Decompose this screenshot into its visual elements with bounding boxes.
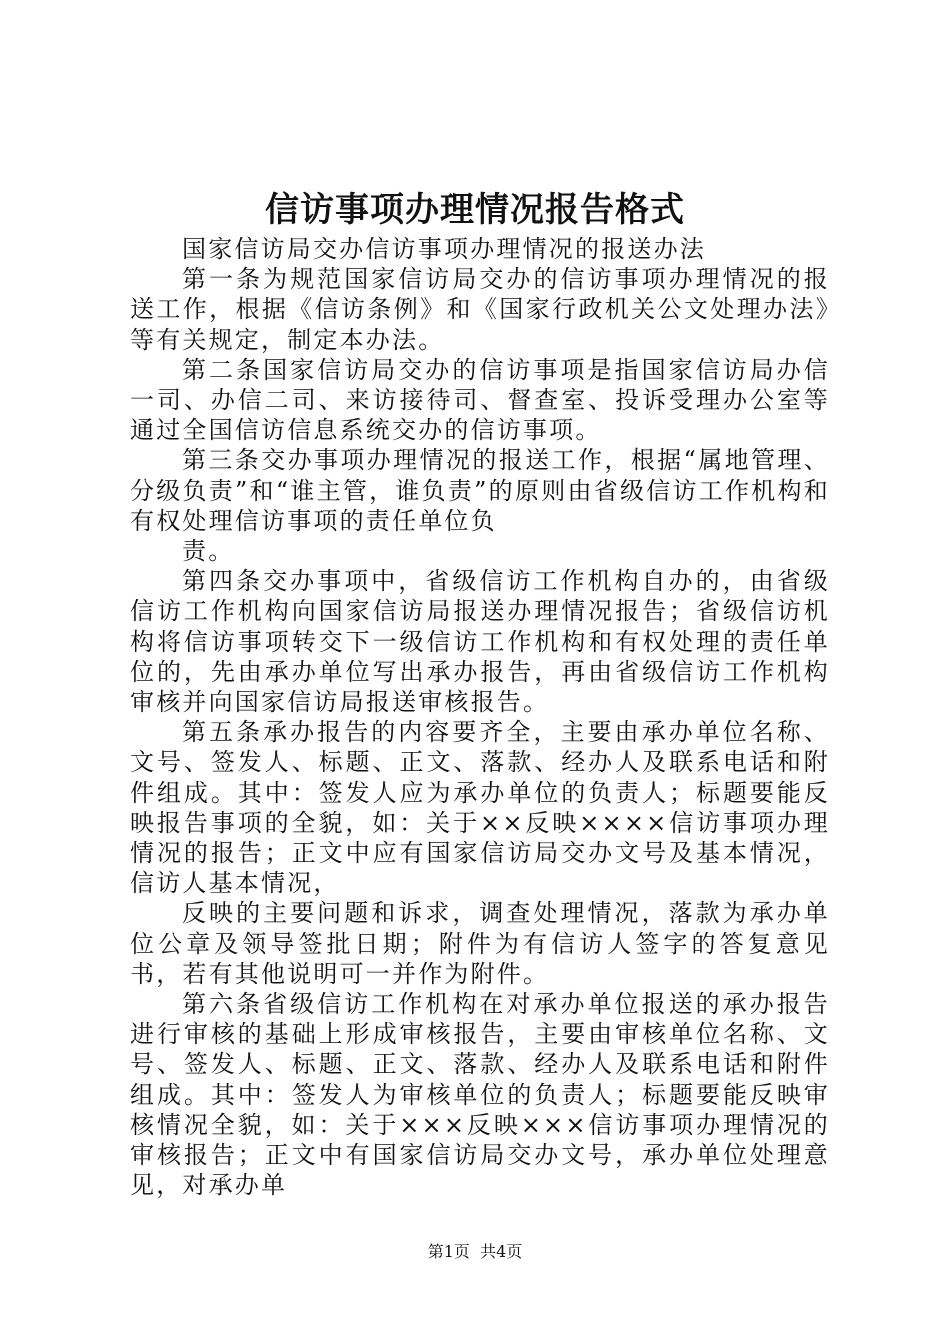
paragraph-article-1: 第一条为规范国家信访局交办的信访事项办理情况的报送工作，根据《信访条例》和《国家行政机关公文处理办法》等有关规定，制定本办法。 bbox=[130, 265, 830, 354]
paragraph-article-5: 第五条承办报告的内容要齐全，主要由承办单位名称、文号、签发人、标题、正文、落款、经办人及联系电话和附件组成。其中：签发人应为承办单位的负责人；标题要能反映报告事项的全貌，如：关于××反映××××信访事项办理情况的报告；正文中应有国家信访局交办文号及基本情况，信访人基本情况， bbox=[130, 718, 830, 898]
paragraph-article-4: 第四条交办事项中，省级信访工作机构自办的，由省级信访工作机构向国家信访局报送办理情况报告；省级信访机构将信访事项转交下一级信访工作机构和有权处理的责任单位的，先由承办单位写出承办报告，再由省级信访工作机构审核并向国家信访局报送审核报告。 bbox=[130, 567, 830, 717]
document-body bbox=[130, 234, 830, 1201]
footer-spacer bbox=[470, 1242, 480, 1261]
paragraph-article-2: 第二条国家信访局交办的信访事项是指国家信访局办信一司、办信二司、来访接待司、督查室、投诉受理办公室等通过全国信访信息系统交办的信访事项。 bbox=[130, 355, 830, 445]
document-title: 信访事项办理情况报告格式 bbox=[265, 190, 685, 230]
page-total: 共4页 bbox=[480, 1242, 523, 1261]
page-number: 第1页 bbox=[427, 1242, 470, 1261]
paragraph-article-6: 第六条省级信访工作机构在对承办单位报送的承办报告进行审核的基础上形成审核报告，主要由审核单位名称、文号、签发人、标题、正文、落款、经办人及联系电话和附件组成。其中：签发人为审核单位的负责人；标题要能反映审核情况全貌，如：关于×××反映×××信访事项办理情况的审核报告；正文中有国家信访局交办文号，承办单位处理意见，对承办单 bbox=[130, 990, 830, 1200]
paragraph-article-3-cont: 责。 bbox=[182, 537, 235, 566]
paragraph-article-3: 第三条交办事项办理情况的报送工作，根据“属地管理、分级负责”和“谁主管，谁负责”的原则由省级信访工作机构和有权处理信访事项的责任单位负 bbox=[130, 446, 830, 535]
paragraph-article-5-cont: 反映的主要问题和诉求，调查处理情况，落款为承办单位公章及领导签批日期；附件为有信访人签字的答复意见书，若有其他说明可一并作为附件。 bbox=[130, 899, 830, 988]
page-footer bbox=[0, 1240, 950, 1264]
paragraph-heading: 国家信访局交办信访事项办理情况的报送办法 bbox=[182, 235, 706, 263]
